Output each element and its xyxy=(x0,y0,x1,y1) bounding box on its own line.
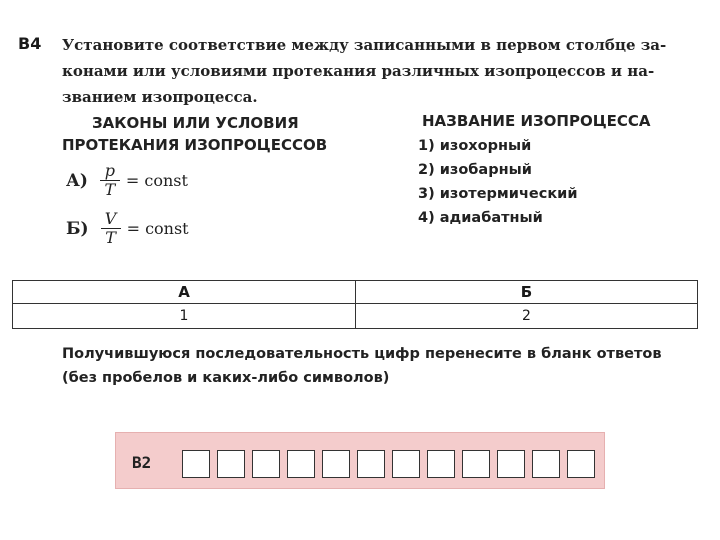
answer-cell[interactable] xyxy=(357,450,385,478)
law-b-equals-const: = const xyxy=(126,219,189,238)
law-b-label: Б) xyxy=(66,218,89,239)
question-line-2: конами или условиями протекания различных изопроцессов и на- xyxy=(62,62,655,80)
answer-cell[interactable] xyxy=(497,450,525,478)
option-isobaric: 2) изобарный xyxy=(418,162,532,178)
law-a-fraction xyxy=(100,162,120,199)
left-column-header-line1: ЗАКОНЫ ИЛИ УСЛОВИЯ xyxy=(92,114,299,132)
answer-blank xyxy=(115,432,605,489)
answer-cell[interactable] xyxy=(532,450,560,478)
law-b-fraction xyxy=(101,210,121,247)
answer-cell[interactable] xyxy=(252,450,280,478)
law-b-numerator: V xyxy=(104,209,117,228)
answer-blank-label: B2 xyxy=(132,453,152,472)
answer-cell[interactable] xyxy=(182,450,210,478)
answer-header-b: Б xyxy=(356,281,698,304)
answer-cell[interactable] xyxy=(217,450,245,478)
law-a-equals-const: = const xyxy=(125,171,188,190)
right-column-header: НАЗВАНИЕ ИЗОПРОЦЕССА xyxy=(422,112,651,130)
answer-cell[interactable] xyxy=(427,450,455,478)
answer-value-a[interactable]: 1 xyxy=(13,304,356,329)
law-a-numerator: p xyxy=(104,161,116,180)
option-isothermal: 3) изотермический xyxy=(418,186,578,202)
answer-table-value-row xyxy=(13,304,698,329)
task-number: B4 xyxy=(18,34,42,53)
answer-cell[interactable] xyxy=(567,450,595,478)
law-a xyxy=(66,162,188,199)
answer-cell[interactable] xyxy=(392,450,420,478)
instruction-line-1: Получившуюся последовательность цифр перенесите в бланк ответов xyxy=(62,346,662,362)
option-isochoric: 1) изохорный xyxy=(418,138,532,154)
law-b-denominator: T xyxy=(105,228,116,247)
instruction-line-2: (без пробелов и каких-либо символов) xyxy=(62,370,390,386)
question-line-3: званием изопроцесса. xyxy=(62,88,258,106)
question-line-1: Установите соответствие между записанными в первом столбце за- xyxy=(62,36,667,54)
answer-cell[interactable] xyxy=(322,450,350,478)
answer-table xyxy=(12,280,698,329)
answer-cell[interactable] xyxy=(287,450,315,478)
law-a-denominator: T xyxy=(104,180,116,199)
answer-value-b[interactable]: 2 xyxy=(356,304,698,329)
answer-cell[interactable] xyxy=(462,450,490,478)
answer-header-a: А xyxy=(13,281,356,304)
answer-cells xyxy=(182,450,602,478)
answer-table-header-row xyxy=(13,281,698,304)
left-column-header-line2: ПРОТЕКАНИЯ ИЗОПРОЦЕССОВ xyxy=(62,136,328,154)
law-b xyxy=(66,210,189,247)
law-a-label: А) xyxy=(66,170,88,191)
option-adiabatic: 4) адиабатный xyxy=(418,210,543,226)
